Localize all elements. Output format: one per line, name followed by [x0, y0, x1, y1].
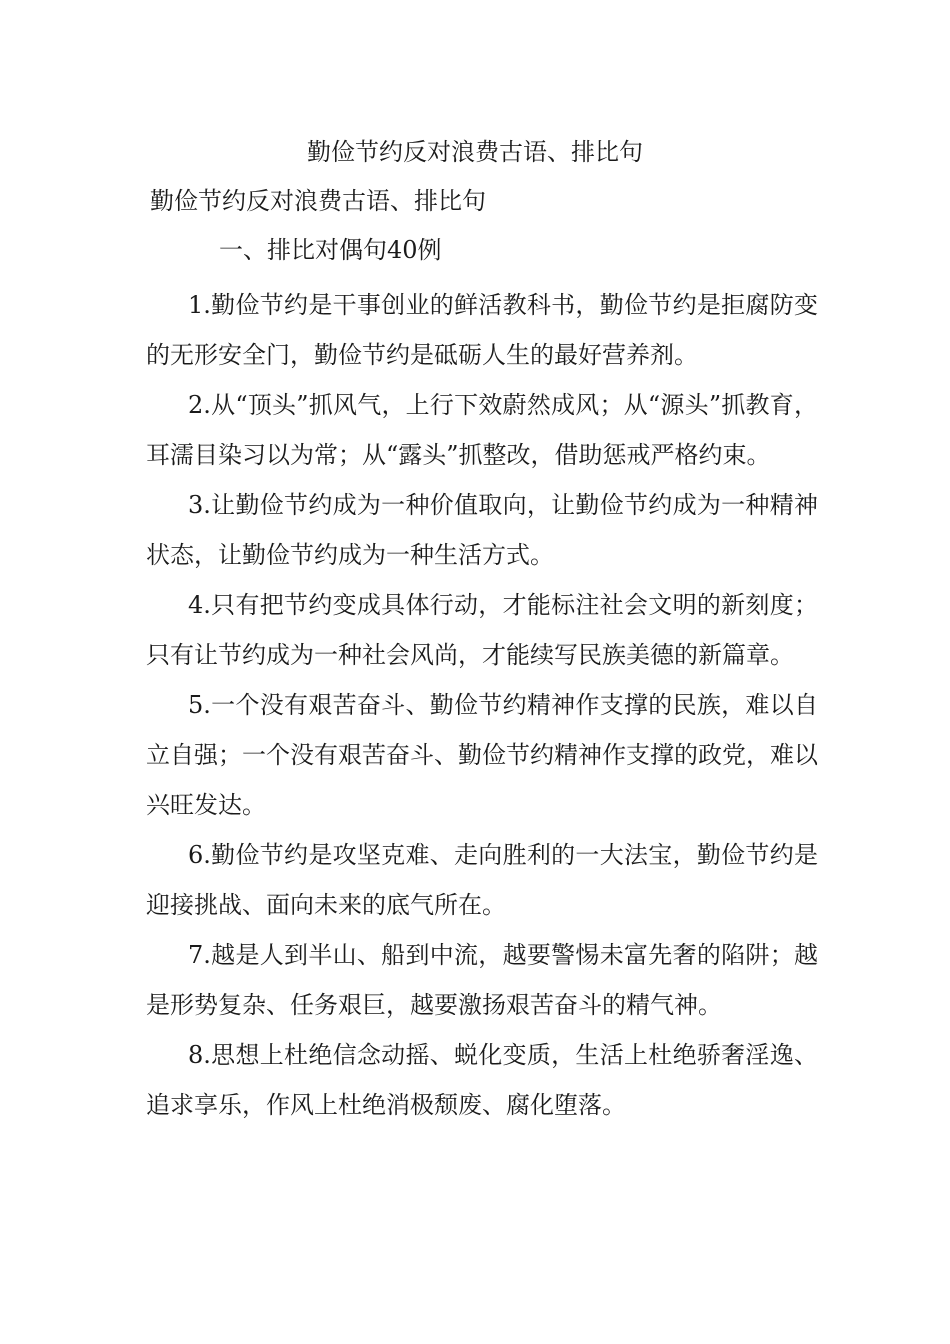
document-body [146, 280, 818, 1130]
paragraph-6: 6.勤俭节约是攻坚克难、走向胜利的一大法宝，勤俭节约是迎接挑战、面向未来的底气所在。 [146, 841, 818, 919]
section-heading: 一、排比对偶句40例 [219, 236, 442, 264]
document-title: 勤俭节约反对浪费古语、排比句 [307, 138, 643, 166]
document-subtitle: 勤俭节约反对浪费古语、排比句 [150, 187, 486, 215]
paragraph-8: 8.思想上杜绝信念动摇、蜕化变质，生活上杜绝骄奢淫逸、追求享乐，作风上杜绝消极颓废、腐化堕落。 [146, 1041, 818, 1119]
paragraph-4: 4.只有把节约变成具体行动，才能标注社会文明的新刻度；只有让节约成为一种社会风尚，才能续写民族美德的新篇章。 [146, 591, 818, 669]
paragraph-5: 5.一个没有艰苦奋斗、勤俭节约精神作支撑的民族，难以自立自强；一个没有艰苦奋斗、勤俭节约精神作支撑的政党，难以兴旺发达。 [146, 691, 818, 819]
paragraph-1: 1.勤俭节约是干事创业的鲜活教科书，勤俭节约是拒腐防变的无形安全门，勤俭节约是砥砺人生的最好营养剂。 [146, 291, 818, 369]
paragraph-2: 2.从“顶头”抓风气，上行下效蔚然成风；从“源头”抓教育，耳濡目染习以为常；从“露头”抓整改，借助惩戒严格约束。 [146, 391, 818, 469]
paragraph-3: 3.让勤俭节约成为一种价值取向，让勤俭节约成为一种精神状态，让勤俭节约成为一种生活方式。 [146, 491, 818, 569]
paragraph-7: 7.越是人到半山、船到中流，越要警惕未富先奢的陷阱；越是形势复杂、任务艰巨，越要激扬艰苦奋斗的精气神。 [146, 941, 818, 1019]
